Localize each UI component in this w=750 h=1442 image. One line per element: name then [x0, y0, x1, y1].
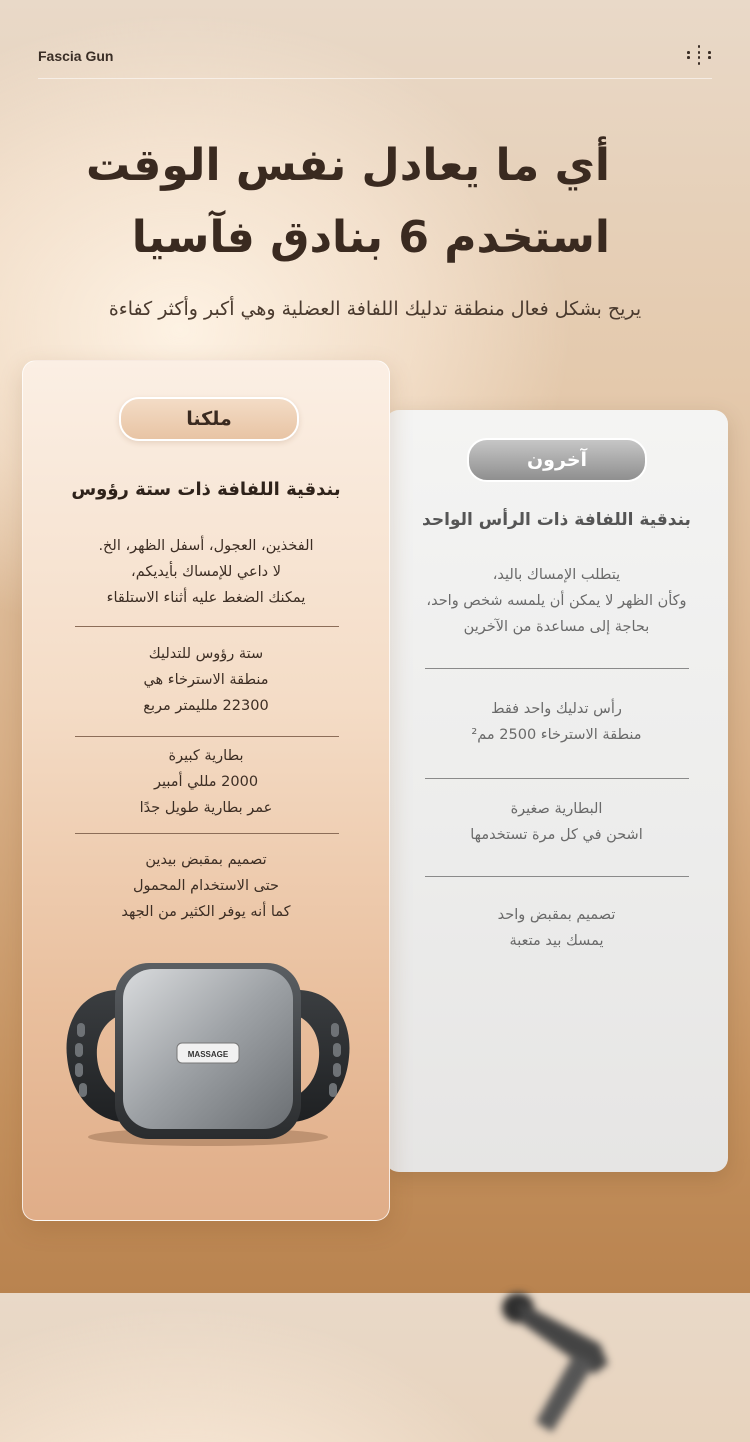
others-title: بندقية اللفافة ذات الرأس الواحد [422, 510, 691, 530]
others-badge: آخرون [467, 438, 647, 482]
feature-line: لا داعي للإمساك بأيديكم، [131, 564, 281, 580]
feature-line: تصميم بمقبض واحد [497, 907, 616, 923]
divider [75, 626, 339, 627]
hero-title-line-2: استخدم 6 بنادق فآسيا [131, 212, 610, 263]
others-feature-2 [385, 696, 728, 748]
divider [425, 876, 689, 877]
device-label: MASSAGE [187, 1050, 229, 1059]
six-head-massager-image [63, 961, 353, 1151]
divider [425, 668, 689, 669]
others-card [385, 410, 728, 1172]
feature-line: منطقة الاسترخاء هي [143, 672, 269, 688]
top-bar [38, 30, 712, 79]
ours-card [22, 360, 390, 1221]
divider [75, 736, 339, 737]
divider [425, 778, 689, 779]
hero-title-line-1: أي ما يعادل نفس الوقت [85, 140, 610, 191]
feature-line: تصميم بمقبض بيدين [145, 852, 267, 868]
ours-feature-3 [23, 743, 389, 821]
feature-line: 2000 مللي أمبير [153, 774, 259, 790]
feature-line: يمكنك الضغط عليه أثناء الاستلقاء [106, 590, 306, 606]
feature-line: حتى الاستخدام المحمول [132, 878, 280, 894]
feature-line: وكأن الظهر لا يمكن أن يلمسه شخص واحد، [426, 593, 687, 609]
feature-line: اشحن في كل مرة تستخدمها [470, 827, 643, 843]
feature-line: بطارية كبيرة [168, 748, 244, 764]
hero-subtitle: يريح بشكل فعال منطقة تدليك اللفافة العضلية وهي أكبر وأكثر كفاءة [108, 298, 642, 320]
feature-line: كما أنه يوفر الكثير من الجهد [121, 904, 291, 920]
brand-name[interactable]: Fascia Gun [38, 48, 114, 64]
feature-line: رأس تدليك واحد فقط [491, 701, 622, 717]
ours-feature-1 [23, 533, 389, 611]
ours-badge: ملكنا [119, 397, 299, 441]
ours-title: بندقية اللفافة ذات ستة رؤوس [71, 479, 341, 500]
feature-line: البطارية صغيرة [510, 801, 603, 817]
others-feature-3 [385, 796, 728, 848]
feature-line: 22300 ملليمتر مربع [143, 698, 269, 714]
feature-line: بحاجة إلى مساعدة من الآخرين [463, 619, 650, 635]
feature-line: يتطلب الإمساك باليد، [492, 567, 621, 583]
feature-line: ستة رؤوس للتدليك [148, 646, 264, 662]
ours-feature-4 [23, 847, 389, 925]
hero-title [50, 130, 610, 274]
others-feature-4 [385, 902, 728, 954]
single-head-gun-image [490, 1282, 630, 1442]
feature-line: الفخذين، العجول، أسفل الظهر، الخ. [98, 538, 314, 554]
divider [75, 833, 339, 834]
feature-line: يمسك بيد متعبة [509, 933, 604, 949]
dots-grid-icon[interactable] [686, 44, 712, 66]
others-feature-1 [385, 562, 728, 640]
ours-feature-2 [23, 641, 389, 719]
feature-line: منطقة الاسترخاء 2500 مم² [471, 727, 642, 743]
feature-line: عمر بطارية طويل جدًا [139, 800, 273, 816]
